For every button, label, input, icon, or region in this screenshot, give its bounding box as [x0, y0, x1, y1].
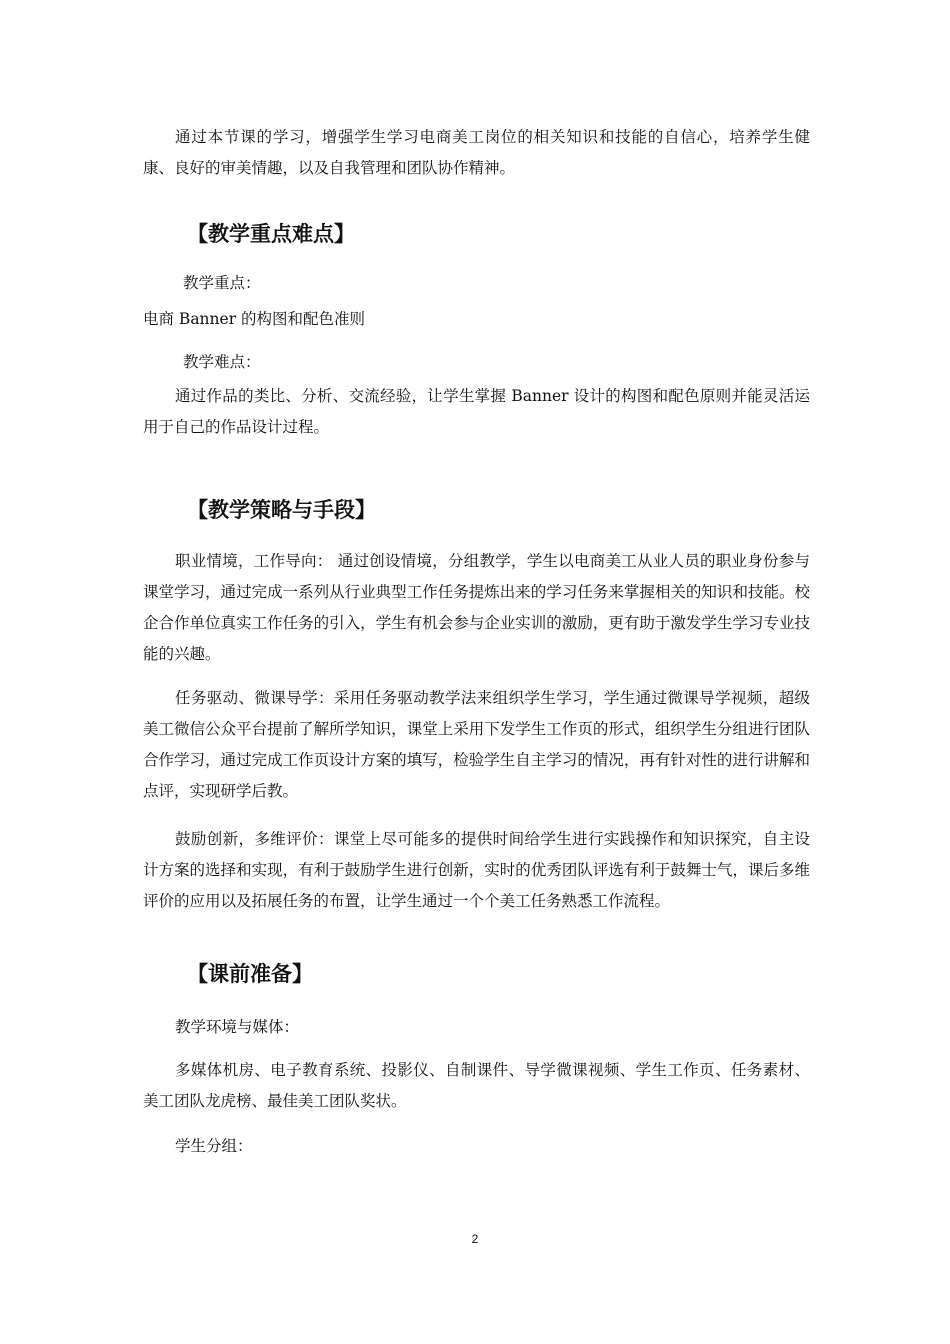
heading-key-points: 【教学重点难点】 [187, 222, 355, 246]
difficulty-label: 教学难点： [183, 353, 261, 371]
group-label: 学生分组： [175, 1137, 253, 1155]
difficulty-text: 通过作品的类比、分析、交流经验，让学生掌握 Banner 设计的构图和配色原则并能灵活运用于自己的作品设计过程。 [143, 387, 810, 436]
page-number: 2 [471, 1232, 479, 1246]
focus-text: 电商 Banner 的构图和配色准则 [143, 310, 366, 328]
env-label: 教学环境与媒体： [175, 1018, 300, 1036]
heading-preparation: 【课前准备】 [187, 962, 313, 986]
env-paragraph: 多媒体机房、电子教育系统、投影仪、自制课件、导学微课视频、学生工作页、任务素材、美工团队龙虎榜、最佳美工团队奖状。 [143, 1061, 810, 1110]
focus-label: 教学重点： [183, 274, 261, 292]
intro-paragraph: 通过本节课的学习，增强学生学习电商美工岗位的相关知识和技能的自信心，培养学生健康、良好的审美情趣，以及自我管理和团队协作精神。 [143, 128, 810, 177]
heading-strategy: 【教学策略与手段】 [187, 498, 376, 522]
strategy-paragraph-3: 鼓励创新，多维评价：课堂上尽可能多的提供时间给学生进行实践操作和知识探究，自主设计方案的选择和实现，有利于鼓励学生进行创新，实时的优秀团队评选有利于鼓舞士气，课后多维评价的应用以及拓展任务的布置，让学生通过一个个美工任务熟悉工作流程。 [143, 830, 810, 910]
strategy-paragraph-2: 任务驱动、微课导学：采用任务驱动教学法来组织学生学习，学生通过微课导学视频，超级美工微信公众平台提前了解所学知识，课堂上采用下发学生工作页的形式，组织学生分组进行团队合作学习，通过完成工作页设计方案的填写，检验学生自主学习的情况，再有针对性的进行讲解和点评，实现研学后教。 [143, 689, 810, 800]
strategy-paragraph-1: 职业情境，工作导向： 通过创设情境，分组教学，学生以电商美工从业人员的职业身份参与课堂学习，通过完成一系列从行业典型工作任务提炼出来的学习任务来掌握相关的知识和技能。校企合作单位真实工作任务的引入，学生有机会参与企业实训的激励，更有助于激发学生学习专业技能的兴趣。 [143, 552, 810, 663]
